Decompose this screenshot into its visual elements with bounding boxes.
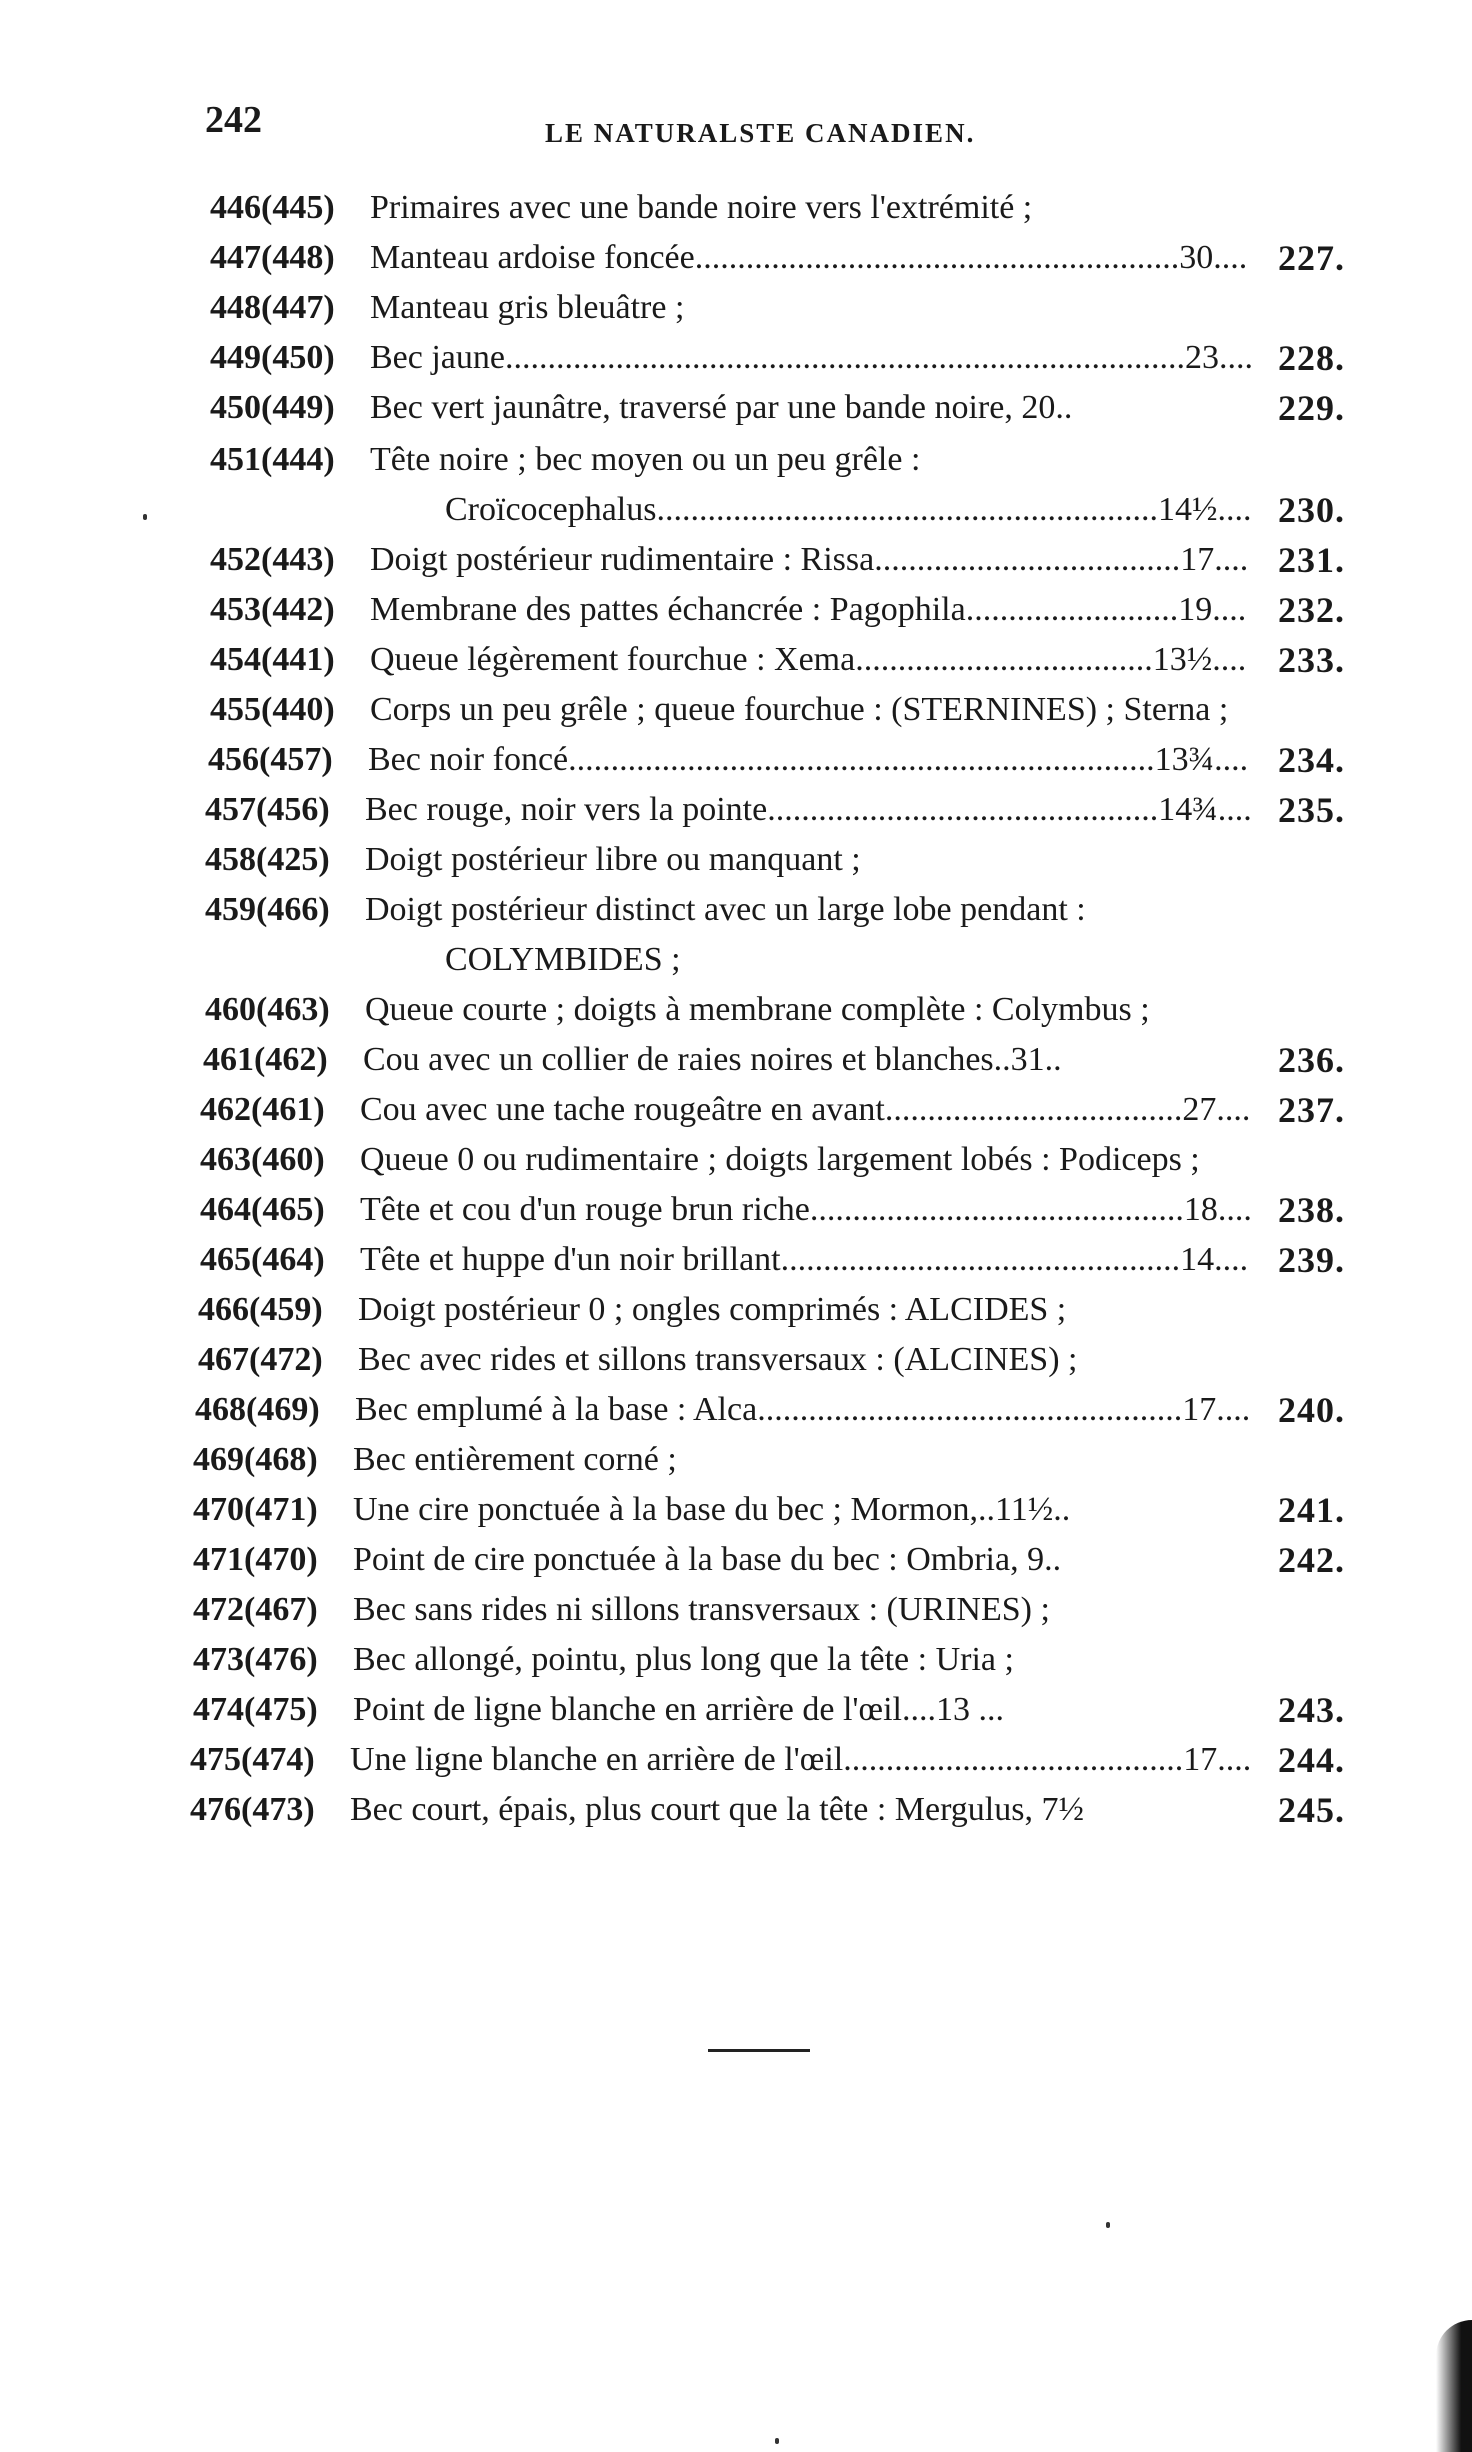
entry-description: Bec emplumé à la base : Alca bbox=[355, 1391, 758, 1428]
key-entry bbox=[205, 887, 1345, 933]
dot-leader: .................................................. bbox=[757, 1391, 1183, 1428]
key-entry bbox=[190, 1737, 1345, 1783]
entry-description: Bec allongé, pointu, plus long que la tête : Uria ; bbox=[353, 1641, 1014, 1678]
entry-description: Membrane des pattes échancrée : Pagophila bbox=[370, 591, 966, 628]
entry-number: 469(468) bbox=[193, 1441, 318, 1478]
entry-size: 17.... bbox=[1182, 1391, 1251, 1428]
key-entry bbox=[203, 1037, 1345, 1083]
dot-leader: .................................... bbox=[874, 541, 1181, 578]
entry-number: 466(459) bbox=[198, 1291, 323, 1328]
entry-number: 465(464) bbox=[200, 1241, 325, 1278]
key-entry bbox=[210, 185, 1345, 231]
entry-size: 14½.... bbox=[1158, 491, 1252, 528]
section-rule bbox=[708, 2049, 810, 2052]
entry-size: 27.... bbox=[1182, 1091, 1251, 1128]
key-entry bbox=[445, 487, 1345, 533]
key-entry bbox=[205, 837, 1345, 883]
entry-description: Une ligne blanche en arrière de l'œil bbox=[350, 1741, 844, 1778]
entry-size: 13½.... bbox=[1152, 641, 1247, 678]
entry-size: 13¾.... bbox=[1154, 741, 1249, 778]
dot-leader: ......................................................... bbox=[694, 239, 1180, 276]
key-entry bbox=[200, 1237, 1345, 1283]
entry-number: 464(465) bbox=[200, 1191, 325, 1228]
running-head: LE NATURALSTE CANADIEN. bbox=[545, 118, 976, 148]
entry-description: Queue courte ; doigts à membrane complète : Colymbus ; bbox=[365, 991, 1150, 1028]
species-reference-number: 232. bbox=[1278, 590, 1345, 630]
entry-number: 458(425) bbox=[205, 841, 330, 878]
entry-description: Une cire ponctuée à la base du bec ; Mormon,..11½.. bbox=[353, 1491, 1071, 1528]
key-entry bbox=[190, 1787, 1345, 1833]
entry-description: Tête et huppe d'un noir brillant bbox=[360, 1241, 781, 1278]
entry-description: Queue légèrement fourchue : Xema bbox=[370, 641, 856, 678]
species-reference-number: 231. bbox=[1278, 540, 1345, 580]
entry-number: 448(447) bbox=[210, 289, 335, 326]
entry-description: Doigt postérieur libre ou manquant ; bbox=[365, 841, 861, 878]
entry-description: Bec avec rides et sillons transversaux : (ALCINES) ; bbox=[358, 1341, 1078, 1378]
entry-description: Bec jaune bbox=[370, 339, 505, 376]
entry-description: Queue 0 ou rudimentaire ; doigts largement lobés : Podiceps ; bbox=[360, 1141, 1200, 1178]
key-entry bbox=[193, 1687, 1345, 1733]
entry-description: Manteau gris bleuâtre ; bbox=[370, 289, 685, 326]
species-reference-number: 241. bbox=[1278, 1490, 1345, 1530]
page-edge-shadow bbox=[1436, 2320, 1472, 2452]
entry-number: 463(460) bbox=[200, 1141, 325, 1178]
dot-leader: ....................... bbox=[965, 591, 1162, 628]
entry-number: 475(474) bbox=[190, 1741, 315, 1778]
entry-number: 452(443) bbox=[210, 541, 335, 578]
entry-size: 17.... bbox=[1183, 1741, 1252, 1778]
key-entry bbox=[195, 1387, 1345, 1433]
key-entry bbox=[198, 1337, 1345, 1383]
entry-description: Corps un peu grêle ; queue fourchue : (STERNINES) ; Sterna ; bbox=[370, 691, 1229, 728]
entry-description: COLYMBIDES ; bbox=[445, 941, 681, 978]
entry-description: Bec entièrement corné ; bbox=[353, 1441, 677, 1478]
dot-leader: ................................... bbox=[855, 641, 1153, 678]
dot-leader: ............................................. bbox=[767, 791, 1150, 828]
entry-size: 23.... bbox=[1185, 339, 1253, 376]
entry-number: 467(472) bbox=[198, 1341, 323, 1378]
key-entry bbox=[445, 937, 1345, 983]
key-entry bbox=[210, 385, 1345, 431]
entry-number: 473(476) bbox=[193, 1641, 318, 1678]
entry-size: .14¾.... bbox=[1149, 791, 1252, 828]
entry-number: 451(444) bbox=[210, 441, 335, 478]
species-reference-number: 236. bbox=[1278, 1040, 1345, 1080]
dot-leader: ................................... bbox=[884, 1091, 1183, 1128]
key-entry bbox=[210, 335, 1345, 381]
page-number: 242 bbox=[205, 99, 262, 141]
dot-leader: ............................................... bbox=[780, 1241, 1181, 1278]
entry-description: Cou avec une tache rougeâtre en avant bbox=[360, 1091, 885, 1128]
dot-leader: ..................................................................... bbox=[568, 741, 1155, 778]
species-reference-number: 242. bbox=[1278, 1540, 1345, 1580]
key-entry bbox=[193, 1437, 1345, 1483]
entry-description: Point de cire ponctuée à la base du bec : Ombria, 9.. bbox=[353, 1541, 1062, 1578]
entry-number: 454(441) bbox=[210, 641, 335, 678]
entry-description: Tête noire ; bec moyen ou un peu grêle : bbox=[370, 441, 921, 478]
entry-number: 461(462) bbox=[203, 1041, 328, 1078]
entry-number: 447(448) bbox=[210, 239, 335, 276]
entry-description: Croïcocephalus bbox=[445, 491, 657, 528]
entry-number: 468(469) bbox=[195, 1391, 320, 1428]
entry-number: 460(463) bbox=[205, 991, 330, 1028]
species-reference-number: 229. bbox=[1278, 388, 1345, 428]
species-reference-number: 245. bbox=[1278, 1790, 1345, 1830]
ink-speck bbox=[143, 514, 147, 520]
key-entry bbox=[210, 637, 1345, 683]
key-entry bbox=[208, 737, 1345, 783]
key-entry bbox=[198, 1287, 1345, 1333]
species-reference-number: 238. bbox=[1278, 1190, 1345, 1230]
dot-leader: ................................................................................ bbox=[505, 339, 1185, 376]
key-entry bbox=[210, 587, 1345, 633]
entry-description: Manteau ardoise foncée bbox=[370, 239, 695, 276]
entry-description: Bec noir foncé bbox=[368, 741, 569, 778]
key-entry bbox=[210, 437, 1345, 483]
entry-size: 17.... bbox=[1180, 541, 1249, 578]
species-reference-number: 239. bbox=[1278, 1240, 1345, 1280]
species-reference-number: 233. bbox=[1278, 640, 1345, 680]
entry-description: Cou avec un collier de raies noires et blanches..31.. bbox=[363, 1041, 1062, 1078]
entry-description: Doigt postérieur distinct avec un large lobe pendant : bbox=[365, 891, 1086, 928]
entry-description: Tête et cou d'un rouge brun riche bbox=[360, 1191, 810, 1228]
entry-description: Doigt postérieur rudimentaire : Rissa bbox=[370, 541, 875, 578]
entry-description: Doigt postérieur 0 ; ongles comprimés : ALCIDES ; bbox=[358, 1291, 1067, 1328]
entry-description: Bec rouge, noir vers la pointe bbox=[365, 791, 768, 828]
entry-size: 18.... bbox=[1183, 1191, 1252, 1228]
entry-size: ..19.... bbox=[1161, 591, 1247, 628]
species-reference-number: 234. bbox=[1278, 740, 1345, 780]
key-entry bbox=[193, 1637, 1345, 1683]
entry-number: 471(470) bbox=[193, 1541, 318, 1578]
entry-number: 474(475) bbox=[193, 1691, 318, 1728]
key-entry bbox=[205, 787, 1345, 833]
key-entry bbox=[210, 285, 1345, 331]
entry-description: Bec vert jaunâtre, traversé par une bande noire, 20.. bbox=[370, 389, 1073, 426]
key-entry bbox=[193, 1487, 1345, 1533]
entry-description: Primaires avec une bande noire vers l'extrémité ; bbox=[370, 189, 1033, 226]
entry-description: Bec sans rides ni sillons transversaux : (URINES) ; bbox=[353, 1591, 1050, 1628]
key-entry bbox=[205, 987, 1345, 1033]
key-entry bbox=[210, 537, 1345, 583]
entry-number: 453(442) bbox=[210, 591, 335, 628]
ink-speck bbox=[775, 2438, 779, 2444]
species-reference-number: 237. bbox=[1278, 1090, 1345, 1130]
entry-number: 462(461) bbox=[200, 1091, 325, 1128]
entry-number: 449(450) bbox=[210, 339, 335, 376]
entry-number: 446(445) bbox=[210, 189, 335, 226]
species-reference-number: 243. bbox=[1278, 1690, 1345, 1730]
entry-number: 457(456) bbox=[205, 791, 330, 828]
key-entry bbox=[200, 1087, 1345, 1133]
key-entry bbox=[200, 1187, 1345, 1233]
key-entry bbox=[193, 1537, 1345, 1583]
entry-number: 450(449) bbox=[210, 389, 335, 426]
key-entry bbox=[210, 235, 1345, 281]
key-entry bbox=[200, 1137, 1345, 1183]
species-reference-number: 240. bbox=[1278, 1390, 1345, 1430]
species-reference-number: 230. bbox=[1278, 490, 1345, 530]
key-entry bbox=[210, 687, 1345, 733]
entry-description: Point de ligne blanche en arrière de l'œil....13 ... bbox=[353, 1691, 1004, 1728]
entry-size: 14.... bbox=[1180, 1241, 1249, 1278]
entry-description: Bec court, épais, plus court que la tête : Mergulus, 7½ bbox=[350, 1791, 1084, 1828]
entry-number: 472(467) bbox=[193, 1591, 318, 1628]
species-reference-number: 228. bbox=[1278, 338, 1345, 378]
species-reference-number: 235. bbox=[1278, 790, 1345, 830]
entry-number: 455(440) bbox=[210, 691, 335, 728]
dot-leader: ........................................ bbox=[843, 1741, 1184, 1778]
ink-speck bbox=[1106, 2222, 1110, 2228]
species-reference-number: 227. bbox=[1278, 238, 1345, 278]
entry-number: 476(473) bbox=[190, 1791, 315, 1828]
entry-size: 30.... bbox=[1179, 239, 1248, 276]
dot-leader: ........................................................... bbox=[656, 491, 1158, 528]
dot-leader: ............................................ bbox=[809, 1191, 1184, 1228]
entry-number: 470(471) bbox=[193, 1491, 318, 1528]
species-reference-number: 244. bbox=[1278, 1740, 1345, 1780]
key-entry bbox=[193, 1587, 1345, 1633]
entry-number: 459(466) bbox=[205, 891, 330, 928]
entry-number: 456(457) bbox=[208, 741, 333, 778]
